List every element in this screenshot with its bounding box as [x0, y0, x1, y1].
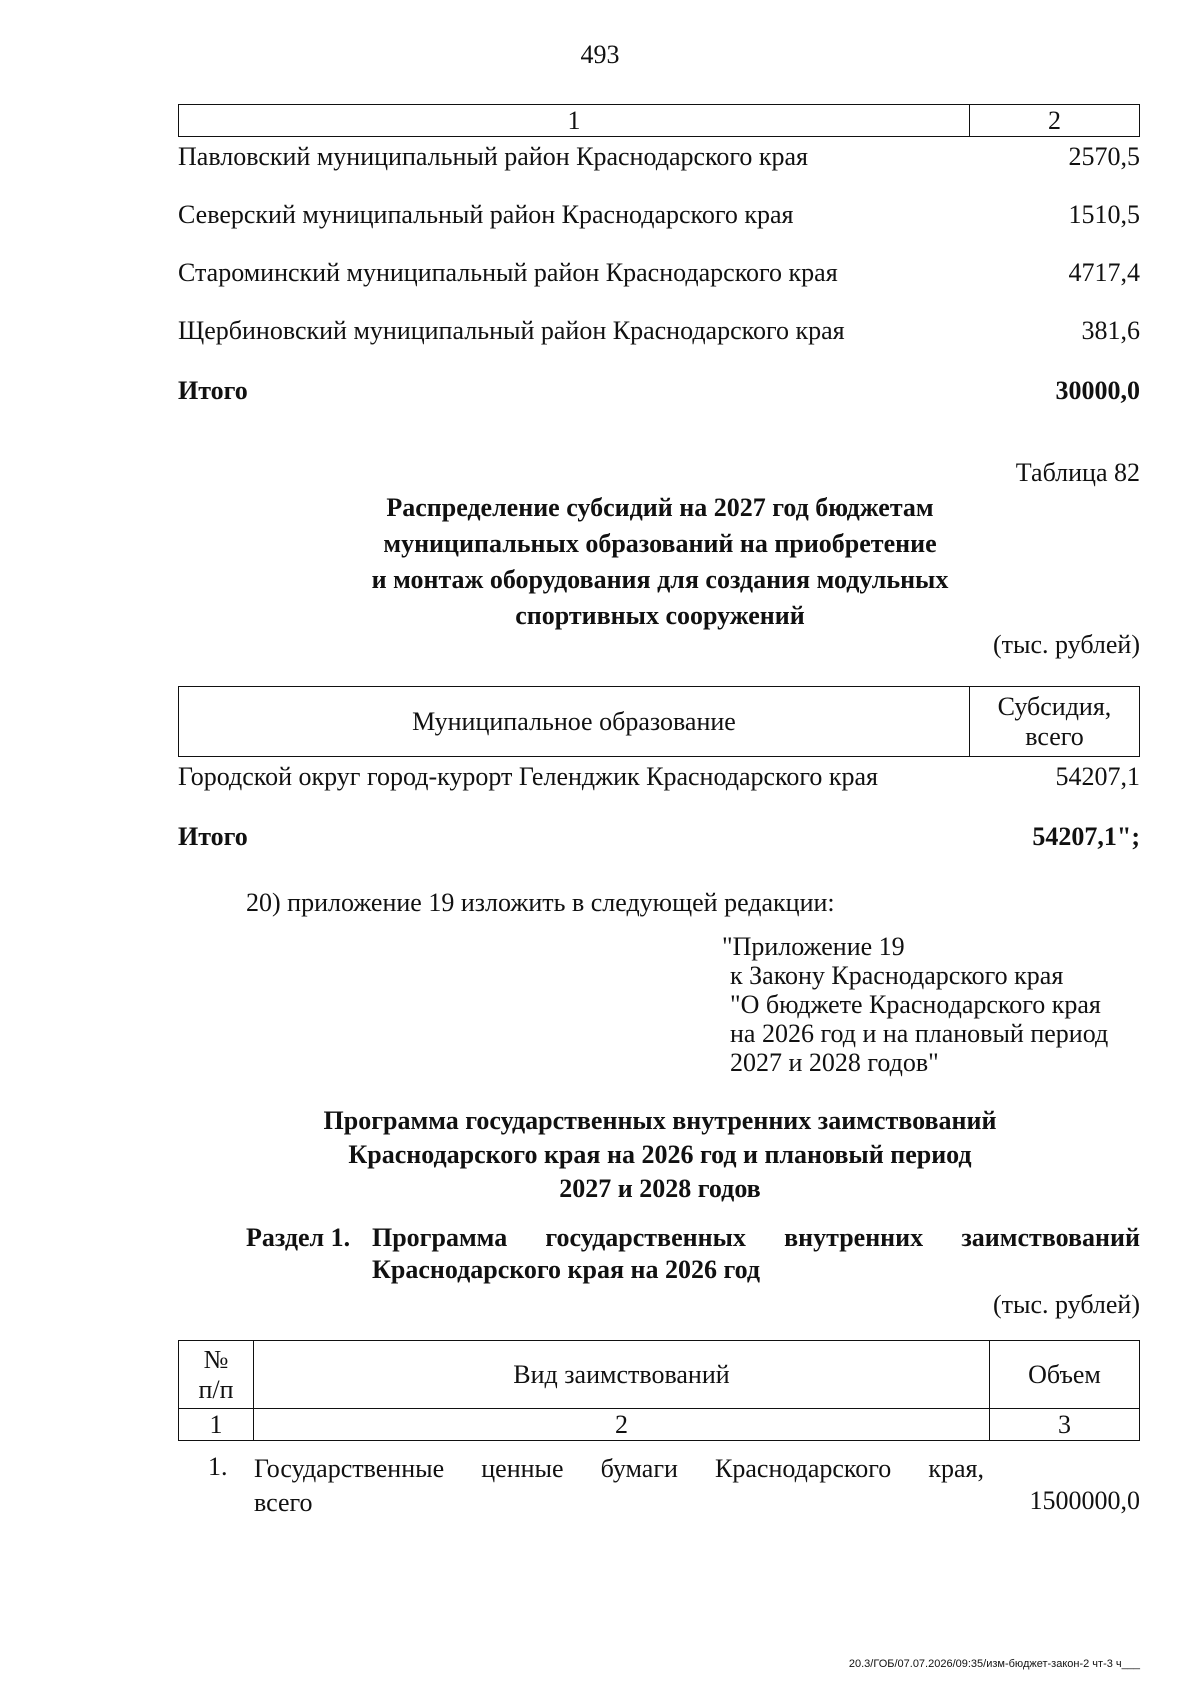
- table1-header-col2: 2: [970, 105, 1140, 137]
- row-value: 1500000,0: [1029, 1486, 1140, 1515]
- total-value: 30000,0: [1055, 376, 1140, 405]
- document-footer: 20.3/ГОБ/07.07.2026/09:35/изм-бюджет-закон-2 чт-3 ч___: [848, 1658, 1140, 1670]
- header-kind: Вид заимствований: [254, 1341, 990, 1409]
- index-cell: 2: [254, 1409, 990, 1441]
- annex-line: "Приложение 19: [722, 932, 905, 961]
- title-line: и монтаж оборудования для создания модульных: [371, 565, 949, 594]
- row-text: [254, 1452, 984, 1520]
- header-subsidy-line1: Субсидия,: [997, 691, 1112, 721]
- row-name: Северский муниципальный район Краснодарского края: [178, 200, 794, 229]
- table-title: [0, 490, 1200, 634]
- header-subsidy: [970, 687, 1140, 757]
- total-label: Итого: [178, 822, 248, 851]
- row-value: 4717,4: [1068, 258, 1140, 287]
- table1-row: [178, 200, 1140, 236]
- table1-row: [178, 258, 1140, 294]
- row-value: 54207,1: [1055, 762, 1140, 791]
- header-subsidy-line2: всего: [1025, 721, 1084, 751]
- row-name: Городской округ город-курорт Геленджик Краснодарского края: [178, 762, 878, 791]
- table1-header-col1: 1: [179, 105, 970, 137]
- header-number: [179, 1341, 254, 1409]
- table1-row: [178, 316, 1140, 352]
- row-text-line2: всего: [254, 1488, 313, 1517]
- unit-label: (тыс. рублей): [992, 1290, 1140, 1319]
- page-number: 493: [580, 40, 620, 69]
- title-line: спортивных сооружений: [515, 601, 805, 630]
- title-line: Распределение субсидий на 2027 год бюджетам: [386, 493, 934, 522]
- row-value: 2570,5: [1068, 142, 1140, 171]
- program-title-line: Краснодарского края на 2026 год и плановый период: [348, 1140, 972, 1169]
- header-number-line2: п/п: [198, 1374, 234, 1404]
- row-name: Павловский муниципальный район Краснодарского края: [178, 142, 808, 171]
- row-number: 1.: [208, 1452, 228, 1481]
- program-title-line: Программа государственных внутренних заимствований: [323, 1106, 997, 1135]
- title-line: муниципальных образований на приобретение: [383, 529, 937, 558]
- table1-header: [178, 104, 1140, 137]
- index-cell: 1: [179, 1409, 254, 1441]
- row-value: 381,6: [1081, 316, 1140, 345]
- total-value: 54207,1";: [1032, 822, 1140, 851]
- unit-label: (тыс. рублей): [992, 630, 1140, 659]
- row-name: Щербиновский муниципальный район Краснодарского края: [178, 316, 845, 345]
- header-volume: Объем: [990, 1341, 1140, 1409]
- header-number-line1: №: [203, 1344, 229, 1374]
- borrowing-table-header: [178, 1340, 1140, 1441]
- table1-total-row: [178, 376, 1140, 412]
- table-label: Таблица 82: [1015, 458, 1140, 487]
- row-value: 1510,5: [1068, 200, 1140, 229]
- section-prefix: Раздел 1.: [246, 1223, 351, 1252]
- borrowing-row: [178, 1452, 1140, 1522]
- table82-total-row: [178, 822, 1140, 858]
- table82-row: [178, 762, 1140, 798]
- instruction-text: 20) приложение 19 изложить в следующей редакции:: [246, 888, 835, 917]
- row-name: Староминский муниципальный район Краснодарского края: [178, 258, 838, 287]
- annex-line: на 2026 год и на плановый период: [730, 1019, 1109, 1048]
- section-heading: [246, 1222, 1140, 1286]
- program-title: [0, 1104, 1200, 1206]
- table82-header: [178, 686, 1140, 757]
- annex-line: к Закону Краснодарского края: [730, 961, 1064, 990]
- total-label: Итого: [178, 376, 248, 405]
- section-line1: Программа государственных внутренних заимствований: [372, 1223, 1140, 1252]
- section-line2: Краснодарского края на 2026 год: [372, 1255, 761, 1284]
- annex-line: "О бюджете Краснодарского края: [730, 990, 1101, 1019]
- annex-line: 2027 и 2028 годов": [730, 1048, 939, 1077]
- annex-header: [722, 932, 1108, 1077]
- index-cell: 3: [990, 1409, 1140, 1441]
- program-title-line: 2027 и 2028 годов: [559, 1174, 761, 1203]
- row-text-line1: Государственные ценные бумаги Краснодарского края,: [254, 1454, 984, 1483]
- header-municipality: Муниципальное образование: [179, 687, 970, 757]
- table1-row: [178, 142, 1140, 178]
